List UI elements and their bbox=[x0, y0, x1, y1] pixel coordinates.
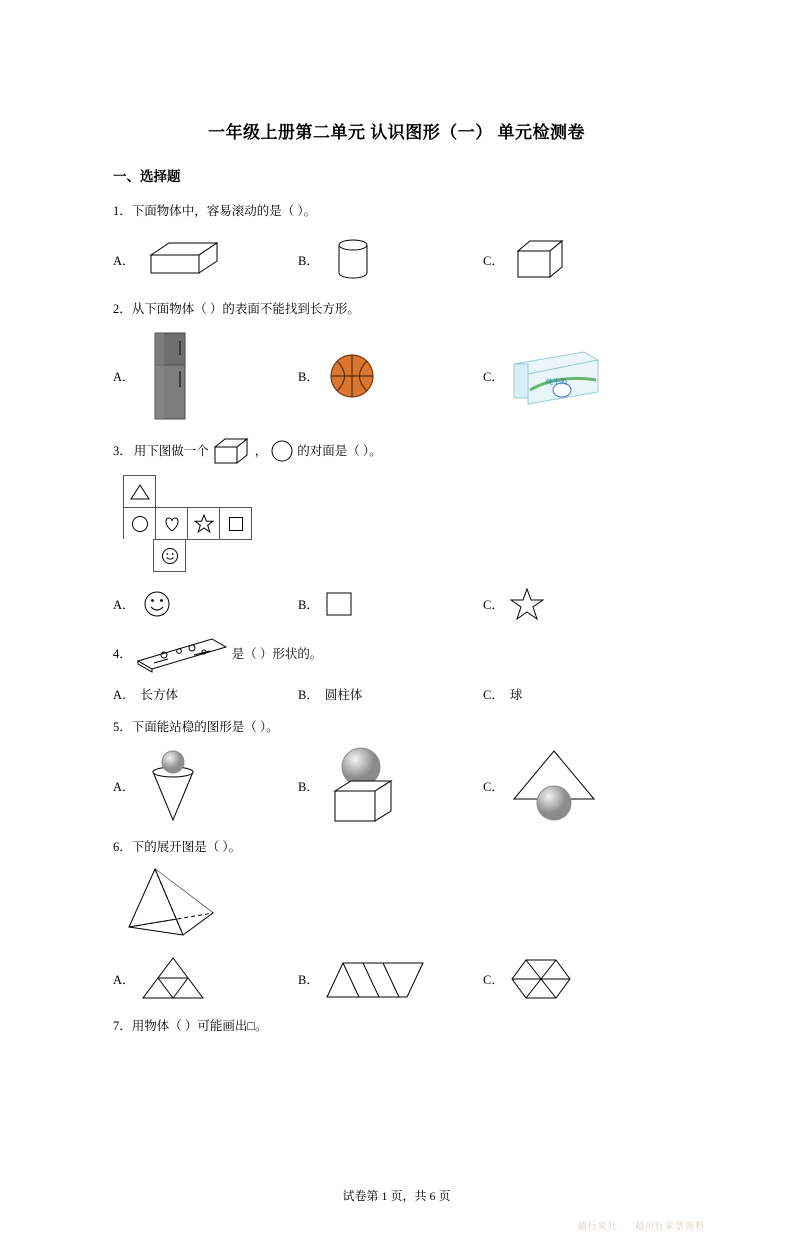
option-1a-label: A． bbox=[113, 254, 135, 268]
option-4a[interactable] bbox=[113, 685, 298, 703]
question-3-text-b: ， bbox=[254, 444, 268, 458]
question-4-text: 是（ ）形状的。 bbox=[231, 647, 323, 661]
option-2a[interactable] bbox=[113, 331, 298, 421]
option-6c[interactable] bbox=[483, 956, 668, 1002]
option-4b-label: B． bbox=[298, 688, 319, 702]
option-4c-text: 球 bbox=[509, 688, 523, 702]
option-1a[interactable] bbox=[113, 235, 298, 285]
option-4c[interactable] bbox=[483, 685, 668, 703]
question-2-text: 从下面物体（ ）的表面不能找到长方形。 bbox=[131, 302, 360, 316]
option-4b-text: 圆柱体 bbox=[324, 688, 363, 702]
question-1 bbox=[113, 201, 680, 221]
net-hex-icon bbox=[510, 956, 572, 1002]
question-3-text-a: 用下图做一个 bbox=[133, 444, 209, 458]
net-cell-square bbox=[219, 507, 252, 540]
option-3b[interactable] bbox=[298, 587, 483, 621]
net-cell-smiley bbox=[153, 539, 186, 572]
question-3-options bbox=[113, 587, 680, 621]
page-footer: 试卷第 1 页，共 6 页 bbox=[342, 1189, 451, 1203]
net-triangles-icon bbox=[141, 956, 205, 1002]
option-4b[interactable] bbox=[298, 685, 483, 703]
watermark-right: 超川行家票资料 bbox=[634, 1221, 705, 1231]
option-3b-label: B． bbox=[298, 598, 319, 612]
question-4-options bbox=[113, 685, 680, 703]
net-cell-heart bbox=[155, 507, 188, 540]
page-title: 一年级上册第二单元 认识图形（一） 单元检测卷 bbox=[208, 123, 585, 142]
option-3a-label: A． bbox=[113, 598, 135, 612]
question-6-text: 下的展开图是（ ）。 bbox=[131, 840, 242, 854]
question-5 bbox=[113, 717, 680, 737]
star-icon bbox=[510, 587, 544, 621]
cube-icon bbox=[510, 235, 570, 285]
question-3-net-diagram bbox=[123, 475, 680, 571]
tetrahedron-icon bbox=[125, 865, 221, 941]
question-3-text-c: 的对面是（ ）。 bbox=[297, 444, 382, 458]
question-5-text: 下面能站稳的图形是（ ）。 bbox=[131, 720, 279, 734]
option-1b-label: B． bbox=[298, 254, 319, 268]
option-2a-label: A． bbox=[113, 370, 135, 384]
option-4a-label: A． bbox=[113, 688, 135, 702]
option-2c[interactable] bbox=[483, 331, 668, 421]
question-6 bbox=[113, 837, 680, 857]
option-6a[interactable] bbox=[113, 956, 298, 1002]
question-3-number: 3． bbox=[113, 444, 132, 458]
net-cell-star bbox=[187, 507, 220, 540]
option-5b-label: B． bbox=[298, 780, 319, 794]
refrigerator-icon bbox=[141, 331, 201, 421]
net-row-3 bbox=[123, 539, 680, 571]
question-5-number: 5． bbox=[113, 720, 132, 734]
basketball-icon bbox=[325, 349, 379, 403]
question-6-options bbox=[113, 956, 680, 1002]
cuboid-icon bbox=[141, 237, 221, 283]
option-3c[interactable] bbox=[483, 587, 668, 621]
square-icon bbox=[325, 589, 355, 619]
option-6b[interactable] bbox=[298, 956, 483, 1002]
option-5a[interactable] bbox=[113, 746, 298, 826]
question-5-options bbox=[113, 745, 680, 827]
circle-icon bbox=[269, 438, 295, 464]
option-5a-label: A． bbox=[113, 780, 135, 794]
option-5b[interactable] bbox=[298, 745, 483, 827]
question-4-number: 4． bbox=[113, 647, 132, 661]
net-cell-triangle bbox=[123, 475, 156, 508]
smiley-icon bbox=[141, 588, 173, 620]
watermark-left: 超行家社 bbox=[577, 1221, 618, 1231]
option-4a-text: 长方体 bbox=[140, 688, 179, 702]
svg-text:纯牛奶: 纯牛奶 bbox=[545, 379, 567, 386]
question-1-number: 1． bbox=[113, 204, 132, 218]
net-strip-icon bbox=[325, 957, 425, 1001]
question-7-number: 7． bbox=[113, 1019, 132, 1033]
question-6-figure bbox=[125, 865, 680, 946]
question-7-text: 用物体（ ）可能画出□。 bbox=[131, 1019, 268, 1033]
option-1b[interactable] bbox=[298, 235, 483, 285]
cube-with-ball-icon bbox=[325, 745, 405, 827]
section-heading: 一、选择题 bbox=[113, 169, 181, 184]
option-2b-label: B． bbox=[298, 370, 319, 384]
exam-page bbox=[0, 118, 793, 1240]
option-1c[interactable] bbox=[483, 235, 668, 285]
pencil-case-icon bbox=[134, 635, 230, 673]
question-7 bbox=[113, 1016, 680, 1036]
option-5c[interactable] bbox=[483, 745, 668, 827]
triangle-with-ball-icon bbox=[510, 745, 598, 827]
option-6b-label: B． bbox=[298, 973, 319, 987]
question-6-number: 6． bbox=[113, 840, 132, 854]
net-row-1 bbox=[123, 475, 680, 507]
cone-with-ball-icon bbox=[141, 746, 205, 826]
option-2b[interactable] bbox=[298, 331, 483, 421]
milk-carton-icon bbox=[510, 346, 602, 406]
small-cube-icon bbox=[211, 435, 253, 467]
watermark bbox=[564, 1219, 705, 1232]
option-1c-label: C． bbox=[483, 254, 504, 268]
option-2c-label: C． bbox=[483, 370, 504, 384]
option-6c-label: C． bbox=[483, 973, 504, 987]
question-2 bbox=[113, 299, 680, 319]
option-6a-label: A． bbox=[113, 973, 135, 987]
option-3c-label: C． bbox=[483, 598, 504, 612]
net-cell-circle bbox=[123, 507, 156, 540]
net-cell-blank bbox=[123, 539, 154, 570]
question-4 bbox=[113, 635, 680, 673]
option-4c-label: C． bbox=[483, 688, 504, 702]
net-row-2 bbox=[123, 507, 680, 539]
question-1-options bbox=[113, 235, 680, 285]
question-3 bbox=[113, 435, 680, 467]
cylinder-icon bbox=[325, 235, 381, 285]
option-3a[interactable] bbox=[113, 587, 298, 621]
question-2-number: 2． bbox=[113, 302, 132, 316]
question-1-text: 下面物体中，容易滚动的是（ ）。 bbox=[131, 204, 317, 218]
option-5c-label: C． bbox=[483, 780, 504, 794]
question-2-options bbox=[113, 331, 680, 421]
